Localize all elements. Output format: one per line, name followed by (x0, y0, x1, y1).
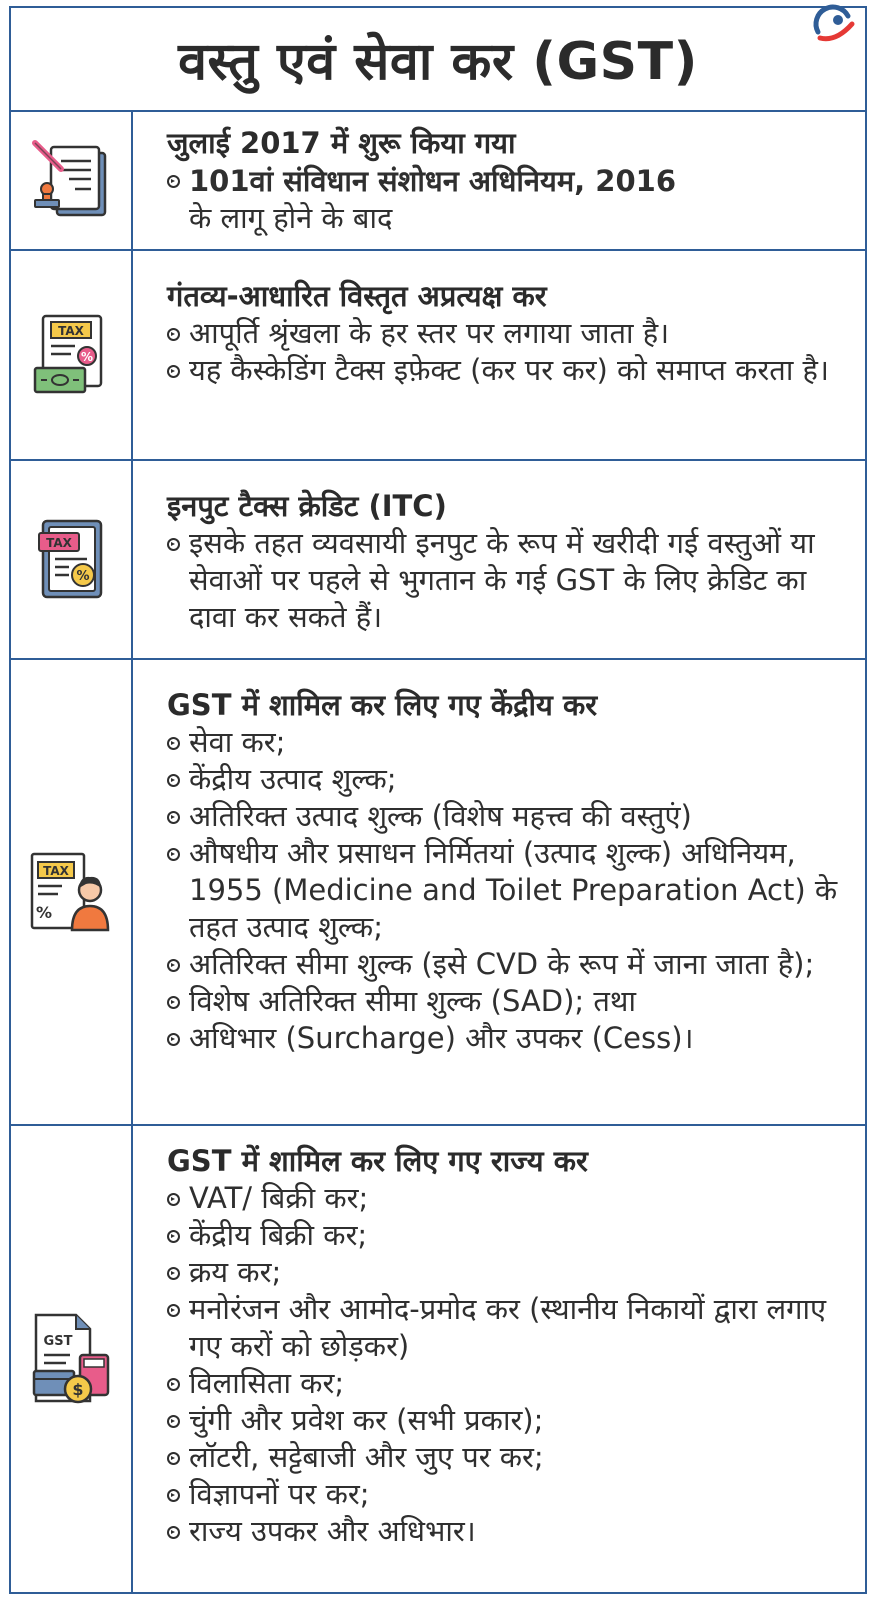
bullet-item: सेवा कर; (167, 724, 855, 761)
section-itc (11, 461, 865, 660)
section-destination-tax (11, 251, 865, 461)
infographic-frame (9, 6, 867, 1594)
tax-invoice-icon (31, 312, 111, 398)
section-heading: GST में शामिल कर लिए गए राज्य कर (167, 1144, 588, 1178)
bullet-item: अतिरिक्त उत्पाद शुल्क (विशेष महत्त्व की वस्तुएं) (167, 798, 855, 835)
page-title: वस्तु एवं सेवा कर (GST) (11, 8, 865, 112)
section-text (133, 1126, 865, 1592)
tax-label: TAX (58, 324, 84, 338)
tax-label: TAX (46, 535, 72, 550)
bullet-item: यह कैस्केडिंग टैक्स इफ़ेक्ट (कर पर कर) को समाप्त करता है। (167, 352, 855, 389)
bullet-item: आपूर्ति श्रृंखला के हर स्तर पर लगाया जाता है। (167, 315, 855, 352)
section-text (133, 461, 865, 658)
tax-label: TAX (43, 864, 69, 878)
percent-label: % (35, 903, 53, 922)
tax-accountant-icon (28, 850, 114, 934)
section-heading: इनपुट टैक्स क्रेडिट (ITC) (167, 489, 447, 523)
percent-label: % (76, 568, 90, 584)
bullet-item: इसके तहत व्यवसायी इनपुट के रूप में खरीदी गई वस्तुओं या सेवाओं पर पहले से भुगतान के गई GST के लिए क्रेडिट का दावा कर सकते हैं। (167, 525, 855, 636)
section-central-taxes (11, 660, 865, 1126)
bullet-item: केंद्रीय बिक्री कर; (167, 1217, 855, 1254)
section-heading: गंतव्य-आधारित विस्तृत अप्रत्यक्ष कर (167, 279, 547, 313)
bullet-item: VAT/ बिक्री कर; (167, 1180, 855, 1217)
section-launch (11, 112, 865, 251)
bullet-item: विलासिता कर; (167, 1365, 855, 1402)
bullet-list (167, 315, 855, 389)
tax-document-icon (35, 517, 107, 603)
bullet-item: मनोरंजन और आमोद-प्रमोद कर (स्थानीय निकायों द्वारा लगाए गए करों को छोड़कर) (167, 1291, 855, 1365)
bullet-item: राज्य उपकर और अधिभार। (167, 1513, 855, 1550)
section-text (133, 660, 865, 1124)
bullet-continuation: के लागू होने के बाद (189, 201, 393, 235)
bullet-item: क्रय कर; (167, 1254, 855, 1291)
bullet-list (167, 724, 855, 1057)
icon-cell (11, 251, 133, 459)
bullet-item: अतिरिक्त सीमा शुल्क (इसे CVD के रूप में जाना जाता है); (167, 946, 855, 983)
gst-label: GST (43, 1334, 73, 1349)
bullet-item: विशेष अतिरिक्त सीमा शुल्क (SAD); तथा (167, 983, 855, 1020)
section-text (133, 251, 865, 459)
gst-bill-icon (30, 1311, 112, 1407)
icon-cell (11, 461, 133, 658)
bullet-list (167, 1180, 855, 1550)
icon-cell (11, 112, 133, 249)
bullet-list (167, 162, 855, 200)
icon-cell (11, 660, 133, 1124)
brand-logo-icon (808, 2, 858, 52)
dollar-label: $ (72, 1380, 84, 1399)
bullet-list (167, 525, 855, 636)
percent-label: % (80, 350, 94, 364)
bullet-item: विज्ञापनों पर कर; (167, 1476, 855, 1513)
section-text (133, 112, 865, 249)
bullet-item: 101वां संविधान संशोधन अधिनियम, 2016 (167, 162, 855, 200)
section-state-taxes (11, 1126, 865, 1592)
icon-cell (11, 1126, 133, 1592)
bullet-item: केंद्रीय उत्पाद शुल्क; (167, 761, 855, 798)
section-heading: GST में शामिल कर लिए गए केंद्रीय कर (167, 688, 598, 722)
section-heading: जुलाई 2017 में शुरू किया गया (167, 126, 516, 160)
bullet-item: लॉटरी, सट्टेबाजी और जुए पर कर; (167, 1439, 855, 1476)
document-stamp-icon (31, 139, 111, 223)
bullet-item: औषधीय और प्रसाधन निर्मितयां (उत्पाद शुल्क) अधिनियम, 1955 (Medicine and Toilet Preparation Act) के तहत उत्पाद शुल्क; (167, 835, 855, 946)
bullet-item: अधिभार (Surcharge) और उपकर (Cess)। (167, 1020, 855, 1057)
bullet-item: चुंगी और प्रवेश कर (सभी प्रकार); (167, 1402, 855, 1439)
